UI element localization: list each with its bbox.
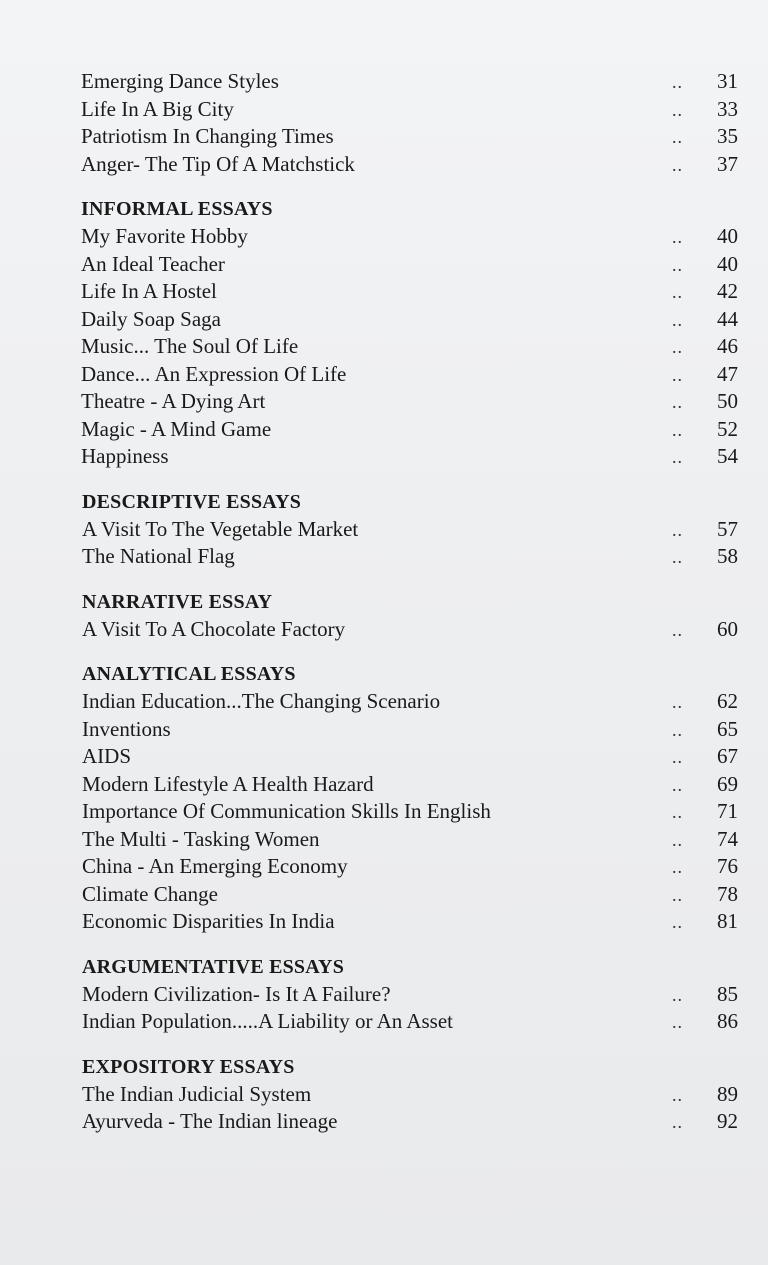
section-heading: NARRATIVE ESSAY [82, 590, 273, 613]
entry-page-number: 31 [717, 69, 738, 93]
entry-leader-dots: .. [672, 857, 683, 877]
entry-page-number: 47 [717, 361, 738, 386]
entry-title: China - An Emerging Economy [82, 854, 348, 878]
entry-leader-dots: .. [672, 419, 683, 440]
entry-title: Economic Disparities In India [82, 909, 335, 933]
entry-leader-dots: .. [672, 884, 683, 905]
entry-title: AIDS [82, 744, 132, 768]
entry-page-number: 40 [717, 224, 738, 248]
entry-title: The Multi - Tasking Women [82, 826, 320, 851]
toc-entry [82, 516, 738, 544]
entry-title: Inventions [82, 716, 171, 741]
entry-title: The Indian Judicial System [82, 1081, 312, 1106]
section-heading: ARGUMENTATIVE ESSAYS [82, 955, 345, 978]
entry-title: Daily Soap Saga [81, 306, 221, 331]
entry-title: Indian Population.....A Liability or An Asset [82, 1009, 453, 1033]
entry-page-number: 69 [717, 771, 738, 796]
entry-leader-dots: .. [672, 99, 683, 120]
toc-entry [81, 388, 738, 416]
toc-entry [82, 1108, 738, 1136]
entry-title: An Ideal Teacher [81, 251, 225, 276]
entry-page-number: 62 [717, 689, 738, 713]
toc-entry [82, 688, 738, 716]
toc-entry [81, 251, 738, 279]
entry-page-number: 89 [717, 1081, 738, 1106]
entry-title: Theatre - A Dying Art [81, 389, 266, 413]
entry-page-number: 76 [717, 854, 738, 878]
toc-entry [82, 743, 738, 771]
entry-page-number: 65 [717, 716, 738, 741]
entry-page-number: 81 [717, 909, 738, 933]
entry-leader-dots: .. [672, 447, 683, 467]
toc-entry [81, 443, 738, 471]
toc-entry [81, 223, 738, 251]
toc-entry [82, 853, 738, 881]
toc-entry [82, 981, 738, 1009]
entry-page-number: 52 [717, 416, 738, 441]
entry-title: Climate Change [82, 881, 218, 906]
entry-title: Dance... An Expression Of Life [81, 361, 347, 386]
toc-section [78, 954, 738, 1036]
entry-leader-dots: .. [672, 282, 683, 302]
entry-title: The National Flag [82, 544, 235, 568]
entry-title: Anger- The Tip Of A Matchstick [81, 151, 355, 176]
entry-leader-dots: .. [672, 72, 683, 92]
entry-page-number: 92 [717, 1109, 738, 1133]
toc-entry [81, 278, 738, 306]
entry-leader-dots: .. [672, 774, 683, 795]
entry-page-number: 57 [717, 516, 738, 541]
entry-leader-dots: .. [672, 227, 683, 247]
toc-section [78, 489, 738, 571]
section-heading: EXPOSITORY ESSAYS [82, 1055, 295, 1078]
entry-title: Magic - A Mind Game [81, 416, 272, 441]
entry-leader-dots: .. [672, 392, 683, 412]
entry-title: Modern Lifestyle A Health Hazard [82, 771, 374, 796]
entry-page-number: 78 [717, 881, 738, 906]
toc-entry [82, 881, 738, 909]
entry-page-number: 44 [717, 306, 738, 331]
entry-page-number: 60 [717, 616, 738, 641]
entry-title: Patriotism In Changing Times [81, 124, 334, 148]
entry-leader-dots: .. [672, 1012, 683, 1032]
intro-section [78, 68, 738, 178]
section-heading: DESCRIPTIVE ESSAYS [82, 490, 302, 513]
entry-leader-dots: .. [672, 802, 683, 822]
entry-page-number: 33 [717, 96, 738, 121]
toc-section [78, 589, 738, 644]
toc-entry [81, 306, 738, 334]
toc-section [78, 196, 738, 471]
entry-page-number: 46 [717, 334, 738, 358]
entry-leader-dots: .. [672, 254, 683, 275]
section-heading: ANALYTICAL ESSAYS [82, 663, 296, 685]
entry-leader-dots: .. [672, 1112, 683, 1132]
entry-page-number: 71 [717, 799, 738, 823]
entry-page-number: 50 [717, 389, 738, 413]
entry-page-number: 85 [717, 981, 738, 1006]
entry-leader-dots: .. [672, 719, 683, 740]
toc-entry [81, 361, 738, 389]
toc-entry [82, 1081, 738, 1109]
entry-page-number: 74 [717, 826, 738, 851]
section-list [78, 196, 738, 1136]
entry-title: Life In A Big City [81, 96, 234, 121]
entry-title: Indian Education...The Changing Scenario [82, 689, 441, 713]
entry-leader-dots: .. [672, 984, 683, 1005]
toc-entry [82, 616, 738, 644]
entry-page-number: 58 [717, 544, 738, 568]
entry-title: Happiness [81, 444, 169, 468]
entry-title: My Favorite Hobby [81, 224, 248, 248]
toc-entry [81, 68, 738, 96]
toc-entry [81, 333, 738, 361]
toc-entry [82, 716, 738, 744]
entry-leader-dots: .. [672, 912, 683, 932]
toc-entry [82, 543, 738, 571]
entry-leader-dots: .. [672, 547, 683, 567]
table-of-contents [78, 68, 738, 1136]
entry-leader-dots: .. [672, 519, 683, 540]
entry-page-number: 67 [717, 744, 738, 768]
toc-entry [81, 96, 738, 124]
toc-entry [82, 908, 738, 936]
toc-entry [82, 771, 738, 799]
entry-leader-dots: .. [672, 337, 683, 357]
entry-title: A Visit To A Chocolate Factory [82, 616, 346, 641]
entry-title: A Visit To The Vegetable Market [82, 516, 359, 541]
toc-entry [82, 826, 738, 854]
toc-entry [81, 123, 738, 151]
entry-page-number: 40 [717, 251, 738, 276]
toc-entry [82, 798, 738, 826]
entry-title: Modern Civilization- Is It A Failure? [82, 981, 391, 1006]
entry-page-number: 35 [717, 124, 738, 148]
entry-title: Emerging Dance Styles [81, 69, 279, 93]
entry-title: Importance Of Communication Skills In English [82, 799, 491, 823]
entry-page-number: 86 [717, 1009, 738, 1033]
entry-title: Life In A Hostel [81, 279, 217, 303]
entry-title: Ayurveda - The Indian lineage [82, 1109, 338, 1133]
entry-page-number: 42 [717, 279, 738, 303]
entry-leader-dots: .. [672, 154, 683, 175]
entry-page-number: 54 [717, 444, 738, 468]
section-heading: INFORMAL ESSAYS [81, 198, 273, 220]
entry-leader-dots: .. [672, 309, 683, 330]
entry-leader-dots: .. [672, 1084, 683, 1105]
entry-leader-dots: .. [672, 747, 683, 767]
entry-leader-dots: .. [672, 829, 683, 850]
toc-section [78, 661, 738, 936]
toc-section [78, 1054, 738, 1136]
entry-leader-dots: .. [672, 364, 683, 385]
toc-entry [81, 416, 738, 444]
entry-leader-dots: .. [672, 127, 683, 147]
entry-list [81, 68, 738, 178]
entry-leader-dots: .. [672, 692, 683, 712]
entry-page-number: 37 [717, 151, 738, 176]
toc-entry [81, 151, 738, 179]
toc-entry [82, 1008, 738, 1036]
entry-leader-dots: .. [672, 619, 683, 640]
entry-title: Music... The Soul Of Life [81, 334, 299, 358]
